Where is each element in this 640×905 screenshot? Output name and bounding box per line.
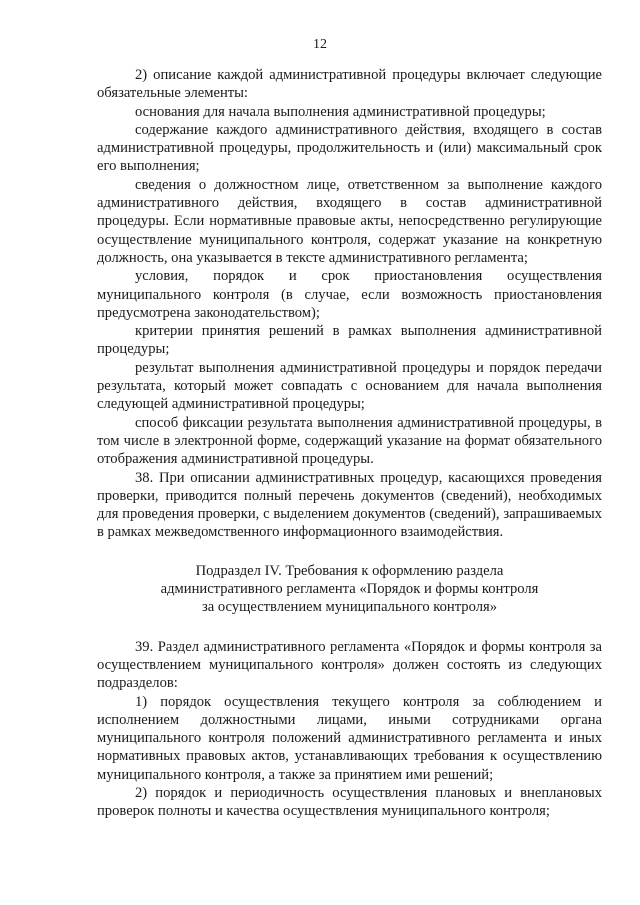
page-number: 12 — [313, 37, 327, 52]
section-heading-line: Подраздел IV. Требования к оформлению раздела — [195, 562, 504, 579]
paragraph: критерии принятия решений в рамках выполнения административной процедуры; — [97, 323, 602, 358]
section-heading-line: за осуществлением муниципального контроля» — [201, 599, 497, 616]
paragraph: способ фиксации результата выполнения административной процедуры, в том числе в электронной форме, содержащий указание на формат обязательного отображения административной процедуры. — [97, 414, 602, 468]
paragraph: 2) порядок и периодичность осуществления плановых и внеплановых проверок полноты и качества осуществления муниципального контроля; — [97, 784, 602, 820]
paragraph: содержание каждого административного действия, входящего в состав административной процедуры, продолжительность и (или) максимальный срок его выполнения; — [97, 121, 602, 175]
paragraph: результат выполнения административной процедуры и порядок передачи результата, который может совпадать с основанием для начала выполнения следующей административной процедуры; — [97, 359, 602, 413]
paragraph: 2) описание каждой административной процедуры включает следующие обязательные элементы: — [97, 67, 602, 102]
paragraph: 39. Раздел административного регламента «Порядок и формы контроля за осуществлением муниципального контроля» должен состоять из следующих подразделов: — [97, 638, 602, 692]
paragraph: условия, порядок и срок приостановления осуществления муниципального контроля (в случае, если возможность приостановления предусмотрена законодательством); — [97, 268, 602, 321]
paragraph: основания для начала выполнения административной процедуры; — [135, 103, 546, 120]
document-body — [97, 66, 602, 821]
paragraph: 1) порядок осуществления текущего контроля за соблюдением и исполнением должностными лицами, иными сотрудниками органа муниципального контроля положений административного регламента и иных нормативных правовых актов, устанавливающих требования к осуществлению муниципального контроля, а также за принятием ими решений; — [97, 693, 602, 783]
paragraph: сведения о должностном лице, ответственном за выполнение каждого административного действия, входящего в состав административной процедуры. Если нормативные правовые акты, непосредственно регулирующие осуществление муниципального контроля, содержат указание на конкретную должность, она указывается в тексте административного регламента; — [97, 176, 602, 266]
section-heading-line: административного регламента «Порядок и формы контроля — [160, 581, 539, 598]
paragraph: 38. При описании административных процедур, касающихся проведения проверки, приводится полный перечень документов (сведений), необходимых для проведения проверки, с выделением документов (сведений), запрашиваемых в рамках межведомственного информационного взаимодействия. — [97, 469, 602, 541]
section-heading — [97, 562, 602, 617]
